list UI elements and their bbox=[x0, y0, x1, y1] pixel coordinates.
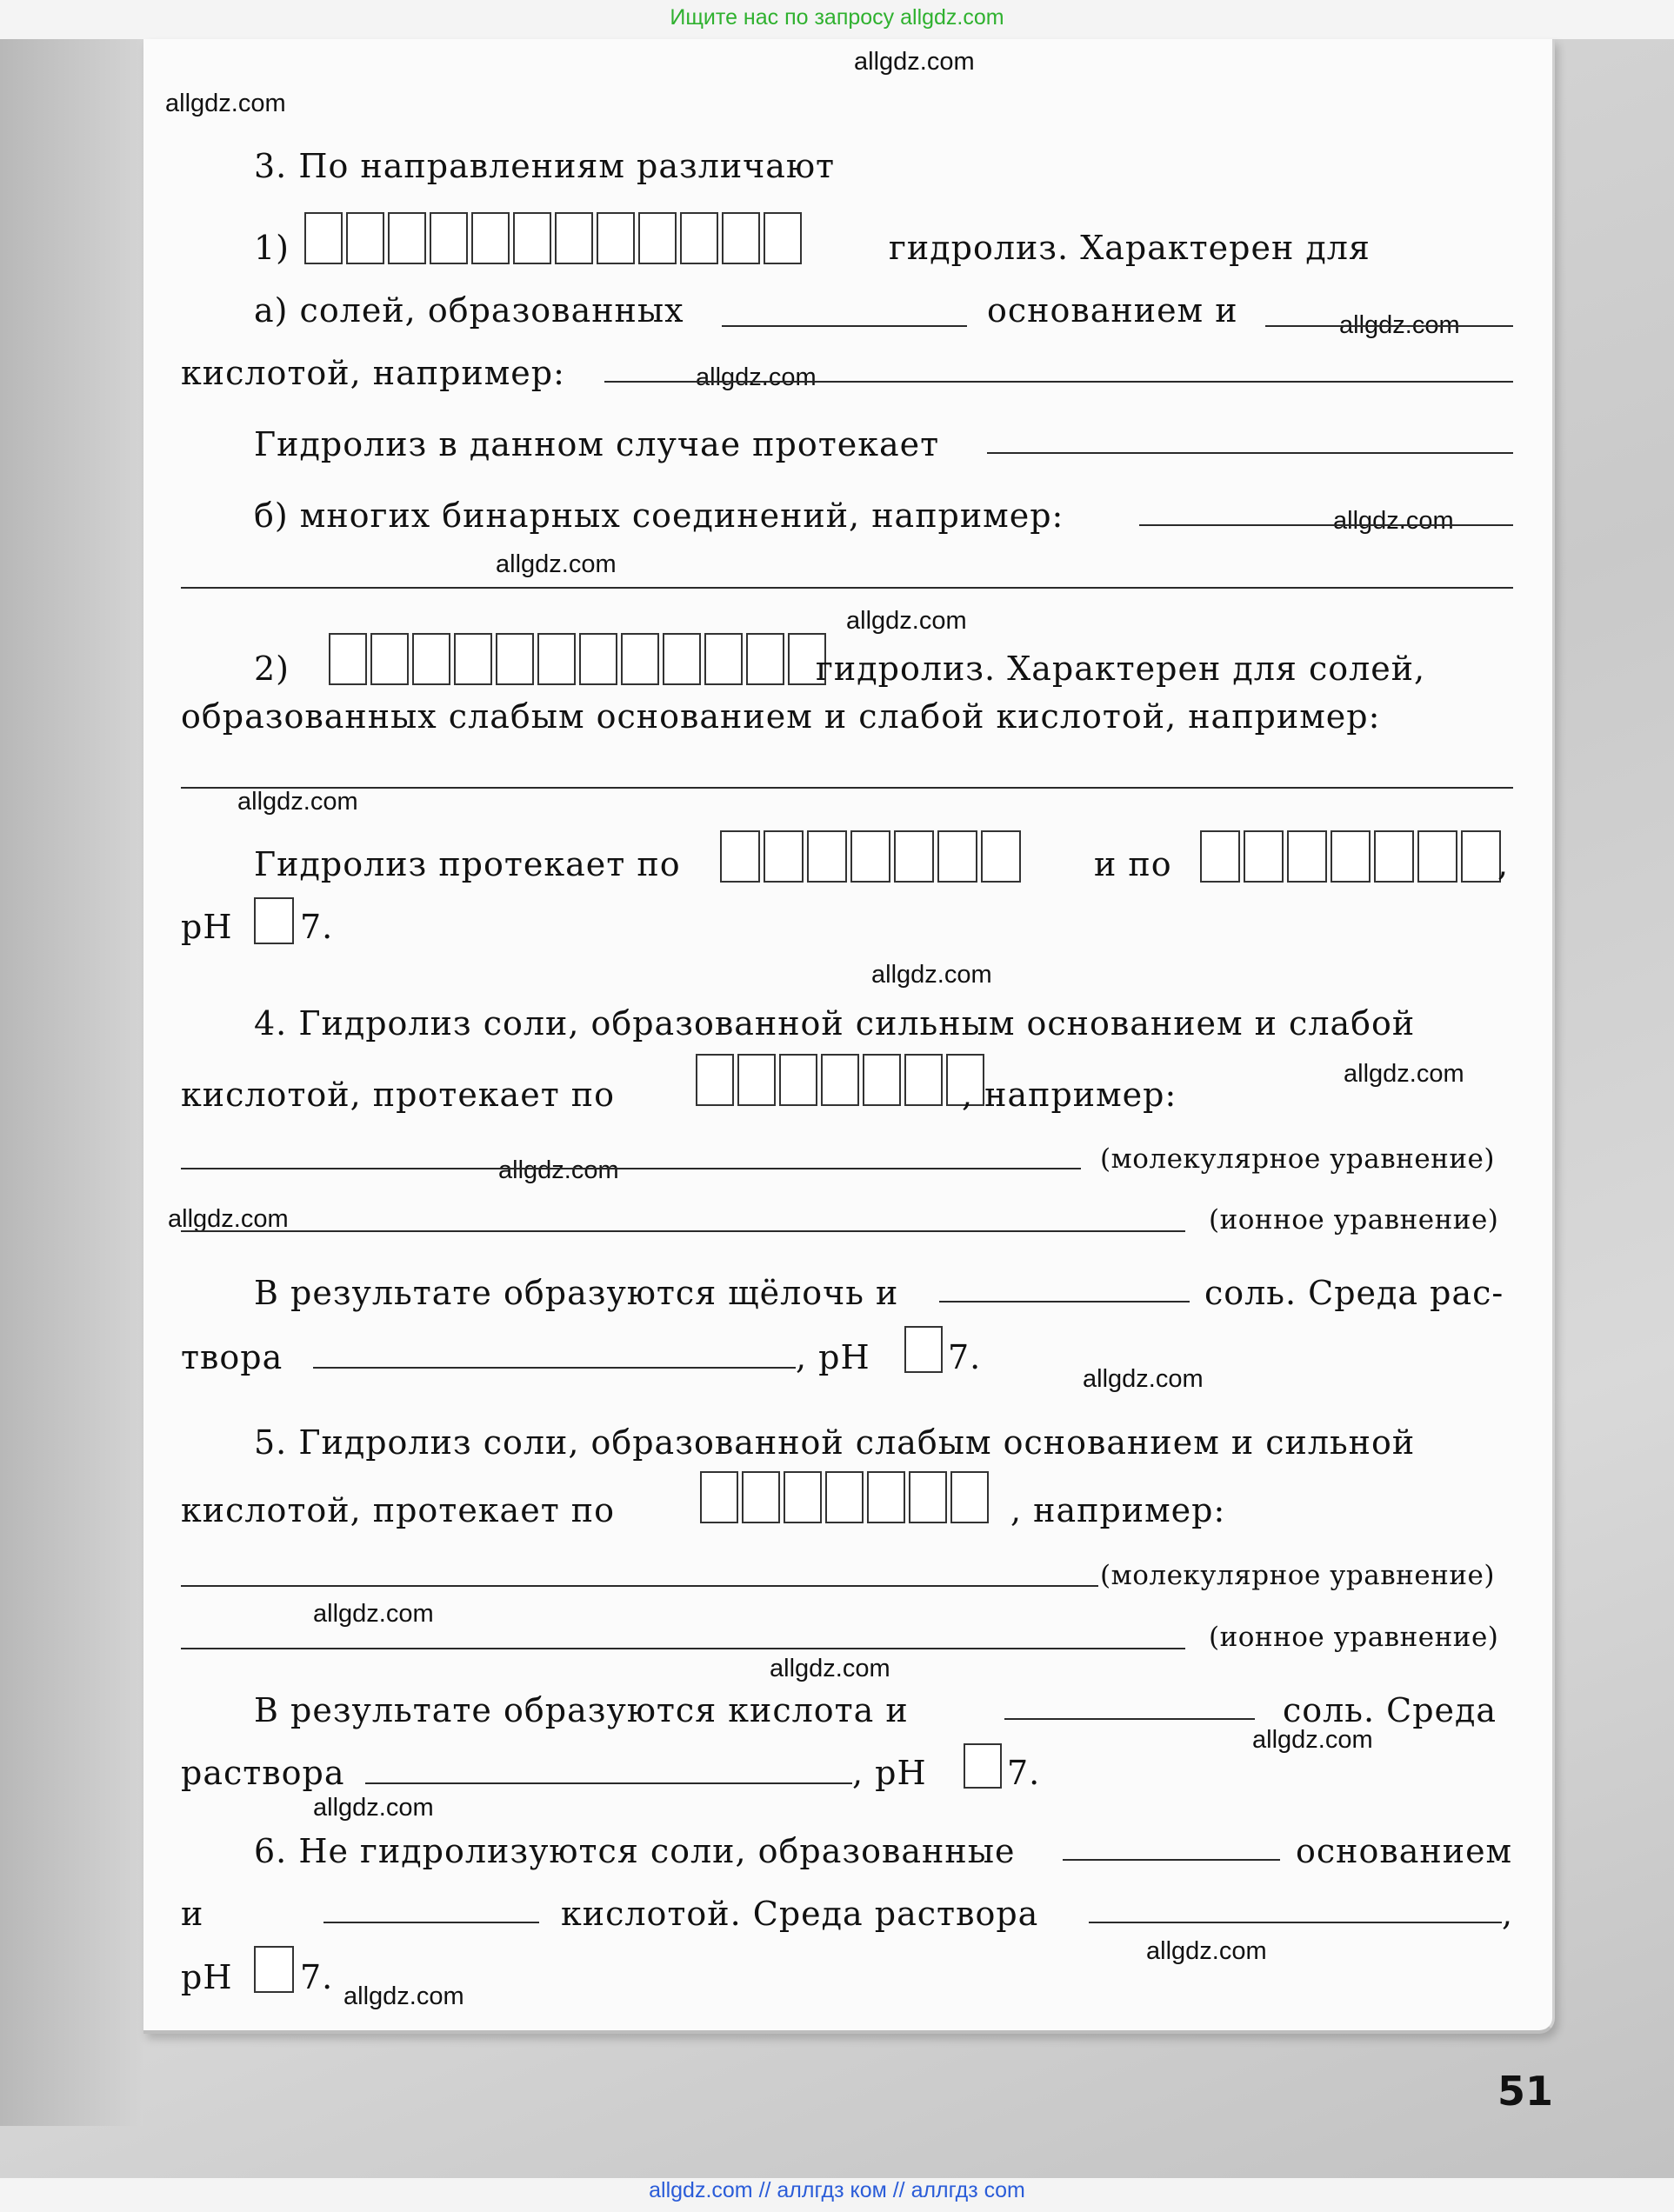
section5-result-start: В результате образуются кислота и bbox=[254, 1691, 909, 1729]
watermark: allgdz.com bbox=[1252, 1726, 1373, 1754]
answer-line[interactable] bbox=[604, 381, 1513, 383]
watermark: allgdz.com bbox=[871, 961, 992, 989]
letter-box[interactable] bbox=[388, 212, 426, 264]
comma: , bbox=[1497, 845, 1510, 883]
section3-heading: 3. По направлениям различают bbox=[254, 147, 836, 185]
watermark: allgdz.com bbox=[498, 1156, 619, 1184]
watermark: allgdz.com bbox=[1146, 1937, 1267, 1965]
item-a-start: а) солей, образованных bbox=[254, 291, 684, 330]
watermark: allgdz.com bbox=[1083, 1365, 1204, 1393]
section6-seven: 7. bbox=[300, 1958, 334, 1996]
letter-box[interactable] bbox=[430, 212, 468, 264]
answer-line[interactable] bbox=[1089, 1922, 1502, 1923]
watermark: allgdz.com bbox=[313, 1794, 434, 1822]
ph-sign-box[interactable] bbox=[254, 897, 294, 944]
section5-seven: 7. bbox=[1007, 1754, 1041, 1792]
answer-line[interactable] bbox=[1063, 1859, 1280, 1861]
watermark: allgdz.com bbox=[696, 363, 817, 391]
letter-box[interactable] bbox=[370, 633, 409, 685]
letter-box[interactable] bbox=[821, 1054, 859, 1106]
letter-box[interactable] bbox=[764, 212, 802, 264]
section6-line2-mid: кислотой. Среда раствора bbox=[561, 1895, 1039, 1933]
section4-boxes[interactable] bbox=[696, 1054, 988, 1106]
section5-result-end: соль. Среда bbox=[1283, 1691, 1497, 1729]
section5-ph: , pH bbox=[852, 1754, 927, 1792]
top-banner[interactable]: Ищите нас по запросу allgdz.com bbox=[670, 5, 1004, 30]
section5-line1: 5. Гидролиз соли, образованной слабым основанием и сильной bbox=[254, 1423, 1416, 1462]
letter-box[interactable] bbox=[1331, 830, 1371, 883]
item2-number: 2) bbox=[254, 650, 290, 688]
watermark: allgdz.com bbox=[165, 90, 286, 117]
letter-box[interactable] bbox=[909, 1471, 947, 1523]
answer-line[interactable] bbox=[313, 1367, 796, 1369]
section6-line1-start: 6. Не гидролизуются соли, образованные bbox=[254, 1832, 1016, 1870]
section5-line2-start: кислотой, протекает по bbox=[181, 1491, 616, 1529]
ph-seven: 7. bbox=[300, 908, 334, 946]
watermark: allgdz.com bbox=[168, 1205, 289, 1233]
letter-box[interactable] bbox=[742, 1471, 780, 1523]
section4-line1: 4. Гидролиз соли, образованной сильным основанием и слабой bbox=[254, 1004, 1416, 1043]
letter-box[interactable] bbox=[329, 633, 367, 685]
section4-line2-end: , например: bbox=[962, 1076, 1177, 1114]
runs-by-boxes-1[interactable] bbox=[720, 830, 1024, 883]
letter-box[interactable] bbox=[597, 212, 635, 264]
item-a-mid: основанием и bbox=[987, 291, 1238, 330]
item-b-text: б) многих бинарных соединений, например: bbox=[254, 496, 1064, 535]
letter-box[interactable] bbox=[1287, 830, 1327, 883]
letter-box[interactable] bbox=[737, 1054, 776, 1106]
letter-box[interactable] bbox=[304, 212, 343, 264]
section6-line1-end: основанием bbox=[1296, 1832, 1513, 1870]
letter-box[interactable] bbox=[950, 1471, 989, 1523]
runs-by-boxes-2[interactable] bbox=[1200, 830, 1504, 883]
item1-text: гидролиз. Характерен для bbox=[889, 229, 1371, 267]
ionic-equation-label: (ионное уравнение) bbox=[1209, 1622, 1499, 1653]
letter-box[interactable] bbox=[513, 212, 551, 264]
watermark: allgdz.com bbox=[496, 550, 617, 578]
acid-example-label: кислотой, например: bbox=[181, 354, 565, 392]
answer-line[interactable] bbox=[181, 1648, 1185, 1649]
letter-box[interactable] bbox=[704, 633, 743, 685]
runs-by-label: Гидролиз протекает по bbox=[254, 845, 681, 883]
answer-line[interactable] bbox=[1139, 524, 1513, 526]
letter-box[interactable] bbox=[454, 633, 492, 685]
section6-ph: pH bbox=[181, 1958, 233, 1996]
letter-box[interactable] bbox=[904, 1054, 943, 1106]
letter-box[interactable] bbox=[471, 212, 510, 264]
letter-box[interactable] bbox=[680, 212, 718, 264]
letter-box[interactable] bbox=[981, 830, 1021, 883]
ph-sign-box[interactable] bbox=[964, 1743, 1002, 1789]
letter-box[interactable] bbox=[1244, 830, 1284, 883]
letter-box[interactable] bbox=[720, 830, 760, 883]
answer-line[interactable] bbox=[181, 1585, 1098, 1587]
letter-box[interactable] bbox=[579, 633, 617, 685]
answer-line[interactable] bbox=[181, 1168, 1081, 1169]
letter-box[interactable] bbox=[825, 1471, 864, 1523]
item1-number: 1) bbox=[254, 229, 290, 267]
molecular-equation-label: (молекулярное уравнение) bbox=[1100, 1143, 1495, 1175]
letter-box[interactable] bbox=[807, 830, 847, 883]
watermark: allgdz.com bbox=[1333, 507, 1454, 535]
letter-box[interactable] bbox=[412, 633, 450, 685]
section4-tvora: твора bbox=[181, 1338, 283, 1376]
watermark: allgdz.com bbox=[313, 1600, 434, 1628]
letter-box[interactable] bbox=[496, 633, 534, 685]
photo-background-left bbox=[0, 39, 143, 2126]
letter-box[interactable] bbox=[894, 830, 934, 883]
answer-line[interactable] bbox=[365, 1782, 852, 1784]
answer-line[interactable] bbox=[1004, 1718, 1255, 1720]
answer-line[interactable] bbox=[323, 1922, 539, 1923]
item2-letter-boxes[interactable] bbox=[329, 633, 830, 685]
section4-ph: , pH bbox=[796, 1338, 870, 1376]
ph-sign-box[interactable] bbox=[904, 1326, 943, 1373]
answer-line[interactable] bbox=[181, 587, 1513, 589]
letter-box[interactable] bbox=[1417, 830, 1457, 883]
watermark: allgdz.com bbox=[1344, 1060, 1464, 1088]
section5-boxes[interactable] bbox=[700, 1471, 992, 1523]
answer-line[interactable] bbox=[1265, 325, 1513, 327]
bottom-banner[interactable]: allgdz.com // аллгдз ком // аллгдз com bbox=[649, 2178, 1025, 2202]
molecular-equation-label: (молекулярное уравнение) bbox=[1100, 1560, 1495, 1591]
letter-box[interactable] bbox=[722, 212, 760, 264]
letter-box[interactable] bbox=[784, 1471, 822, 1523]
answer-line[interactable] bbox=[181, 787, 1513, 789]
section5-rastvora: раствора bbox=[181, 1754, 345, 1792]
watermark: allgdz.com bbox=[237, 788, 358, 816]
letter-box[interactable] bbox=[696, 1054, 734, 1106]
hydrolysis-runs-label: Гидролиз в данном случае протекает bbox=[254, 425, 940, 463]
letter-box[interactable] bbox=[346, 212, 384, 264]
comma: , bbox=[1502, 1895, 1514, 1933]
letter-box[interactable] bbox=[779, 1054, 817, 1106]
page-number: 51 bbox=[1497, 2068, 1554, 2115]
letter-box[interactable] bbox=[621, 633, 659, 685]
section4-result-end: соль. Среда рас- bbox=[1204, 1274, 1504, 1312]
and-by-label: и по bbox=[1094, 845, 1172, 883]
section6-and: и bbox=[181, 1895, 204, 1933]
section4-result-start: В результате образуются щёлочь и bbox=[254, 1274, 899, 1312]
letter-box[interactable] bbox=[1374, 830, 1414, 883]
letter-box[interactable] bbox=[746, 633, 784, 685]
answer-line[interactable] bbox=[939, 1301, 1190, 1303]
letter-box[interactable] bbox=[1200, 830, 1240, 883]
ionic-equation-label: (ионное уравнение) bbox=[1209, 1204, 1499, 1236]
letter-box[interactable] bbox=[863, 1054, 901, 1106]
letter-box[interactable] bbox=[700, 1471, 738, 1523]
letter-box[interactable] bbox=[937, 830, 977, 883]
watermark: allgdz.com bbox=[854, 48, 975, 76]
item2-text: гидролиз. Характерен для солей, bbox=[816, 650, 1426, 688]
letter-box[interactable] bbox=[850, 830, 890, 883]
ph-sign-box[interactable] bbox=[254, 1946, 294, 1993]
item1-letter-boxes[interactable] bbox=[304, 212, 805, 264]
answer-line[interactable] bbox=[987, 452, 1513, 454]
ph-label: pH bbox=[181, 908, 233, 946]
watermark: allgdz.com bbox=[846, 607, 967, 635]
section4-line2-start: кислотой, протекает по bbox=[181, 1076, 616, 1114]
watermark: allgdz.com bbox=[770, 1655, 890, 1682]
answer-line[interactable] bbox=[722, 325, 967, 327]
letter-box[interactable] bbox=[555, 212, 593, 264]
answer-line[interactable] bbox=[181, 1230, 1185, 1232]
item2-line2: образованных слабым основанием и слабой кислотой, например: bbox=[181, 697, 1381, 736]
letter-box[interactable] bbox=[537, 633, 576, 685]
section4-seven: 7. bbox=[948, 1338, 982, 1376]
watermark: allgdz.com bbox=[1339, 311, 1460, 339]
letter-box[interactable] bbox=[764, 830, 804, 883]
letter-box[interactable] bbox=[638, 212, 677, 264]
letter-box[interactable] bbox=[663, 633, 701, 685]
letter-box[interactable] bbox=[867, 1471, 905, 1523]
section5-line2-end: , например: bbox=[1010, 1491, 1226, 1529]
watermark: allgdz.com bbox=[343, 1982, 464, 2010]
letter-box[interactable] bbox=[1461, 830, 1501, 883]
